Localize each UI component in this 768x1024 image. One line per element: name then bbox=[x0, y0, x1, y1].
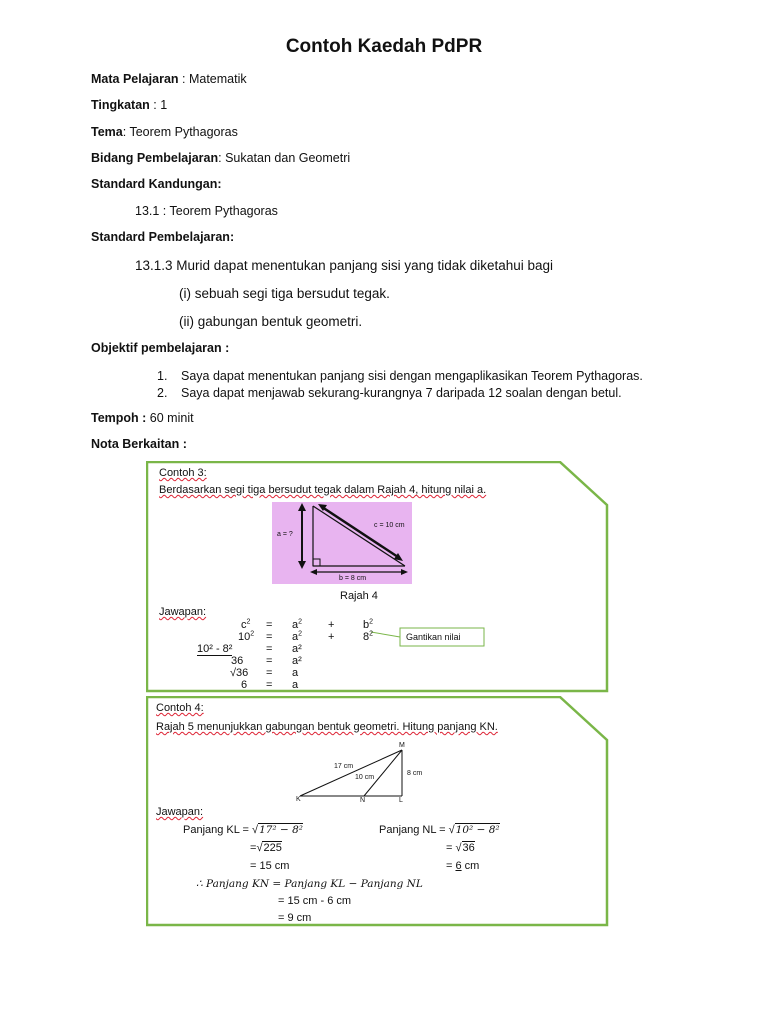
eq-sign: = bbox=[266, 667, 273, 679]
notes-label: Nota Berkaitan : bbox=[91, 437, 187, 451]
vertex-m: M bbox=[399, 742, 405, 749]
kl-formula: Panjang KL = √17² − 8² bbox=[183, 824, 303, 836]
eq-term: a² bbox=[292, 655, 302, 667]
subject-line: Mata Pelajaran : Matematik bbox=[91, 72, 247, 86]
duration-line: Tempoh : 60 minit bbox=[91, 411, 194, 425]
theme-line: Tema: Teorem Pythagoras bbox=[91, 125, 238, 139]
objective-label: Objektif pembelajaran : bbox=[91, 341, 230, 355]
eq-row: 10² - 8² bbox=[197, 643, 233, 655]
eq-row: $c^2$ bbox=[241, 618, 251, 631]
learning-standard-sub2: (ii) gabungan bentuk geometri. bbox=[179, 314, 363, 329]
vertex-k: K bbox=[296, 796, 301, 803]
answer-heading: Jawapan: bbox=[159, 606, 207, 618]
eq-term: a² bbox=[292, 643, 302, 655]
eq-term: $a^2$ bbox=[292, 630, 303, 643]
eq-row: 36 bbox=[231, 655, 244, 667]
eq-row: 6 bbox=[241, 679, 248, 691]
label-8cm: 8 cm bbox=[407, 770, 423, 777]
kl-step3: = 15 cm bbox=[250, 860, 290, 872]
nl-formula: Panjang NL = √10² − 8² bbox=[379, 824, 500, 836]
label-17cm: 17 cm bbox=[334, 763, 354, 770]
eq-term: a bbox=[292, 667, 299, 679]
area-line: Bidang Pembelajaran: Sukatan dan Geometri bbox=[91, 151, 351, 165]
eq-sign: = bbox=[266, 655, 273, 667]
eq-sign: = bbox=[266, 679, 273, 691]
example-3-question: Berdasarkan segi tiga bersudut tegak dalam Rajah 4, hitung nilai a. bbox=[159, 484, 487, 496]
kn-step-a: = 15 cm - 6 cm bbox=[278, 895, 352, 907]
eq-row: √36 bbox=[230, 667, 249, 679]
label-b: b = 8 cm bbox=[339, 575, 367, 582]
kl-step2: =√225 bbox=[250, 842, 282, 854]
label-a: a = ? bbox=[277, 531, 293, 538]
eq-term: $b^2$ bbox=[363, 618, 374, 631]
eq-plus: + bbox=[328, 631, 335, 643]
vertex-n: N bbox=[360, 797, 366, 804]
label-10cm: 10 cm bbox=[355, 774, 375, 781]
eq-term: $a^2$ bbox=[292, 618, 303, 631]
eq-term: $8^2$ bbox=[363, 630, 374, 643]
level-line: Tingkatan : 1 bbox=[91, 98, 168, 112]
vertex-l: L bbox=[399, 797, 403, 804]
objective-item: 2. Saya dapat menjawab sekurang-kurangnya 7 daripada 12 soalan dengan betul. bbox=[157, 386, 622, 400]
label-c: c = 10 cm bbox=[374, 522, 405, 529]
learning-standard-item: 13.1.3 Murid dapat menentukan panjang sisi yang tidak diketahui bagi bbox=[135, 258, 554, 273]
figure-caption: Rajah 4 bbox=[340, 590, 378, 602]
nl-step2: = √36 bbox=[446, 842, 475, 854]
eq-sign: = bbox=[266, 631, 273, 643]
objective-item: 1. Saya dapat menentukan panjang sisi dengan mengaplikasikan Teorem Pythagoras. bbox=[157, 369, 643, 383]
learning-standard-sub1: (i) sebuah segi tiga bersudut tegak. bbox=[179, 286, 390, 301]
example-3-heading: Contoh 3: bbox=[159, 467, 207, 479]
callout-text: Gantikan nilai bbox=[406, 632, 461, 642]
content-standard-label: Standard Kandungan: bbox=[91, 177, 222, 191]
eq-plus: + bbox=[328, 619, 335, 631]
answer-heading: Jawapan: bbox=[156, 806, 204, 818]
therefore-line: ∴ Panjang KN = Panjang KL − Panjang NL bbox=[196, 878, 423, 890]
eq-sign: = bbox=[266, 619, 273, 631]
eq-term: a bbox=[292, 679, 299, 691]
page-title: Contoh Kaedah PdPR bbox=[285, 36, 483, 57]
eq-sign: = bbox=[266, 643, 273, 655]
learning-standard-label: Standard Pembelajaran: bbox=[91, 230, 235, 244]
example-3-box bbox=[146, 461, 610, 693]
content-standard-item: 13.1 : Teorem Pythagoras bbox=[135, 204, 278, 218]
eq-row: $10^2$ bbox=[238, 630, 255, 643]
example-4-box bbox=[146, 696, 610, 928]
example-4-heading: Contoh 4: bbox=[156, 702, 204, 714]
nl-step3: = 6 cm bbox=[446, 860, 480, 872]
kn-step-b: = 9 cm bbox=[278, 912, 312, 924]
example-4-question: Rajah 5 menunjukkan gabungan bentuk geometri. Hitung panjang KN. bbox=[156, 721, 498, 733]
